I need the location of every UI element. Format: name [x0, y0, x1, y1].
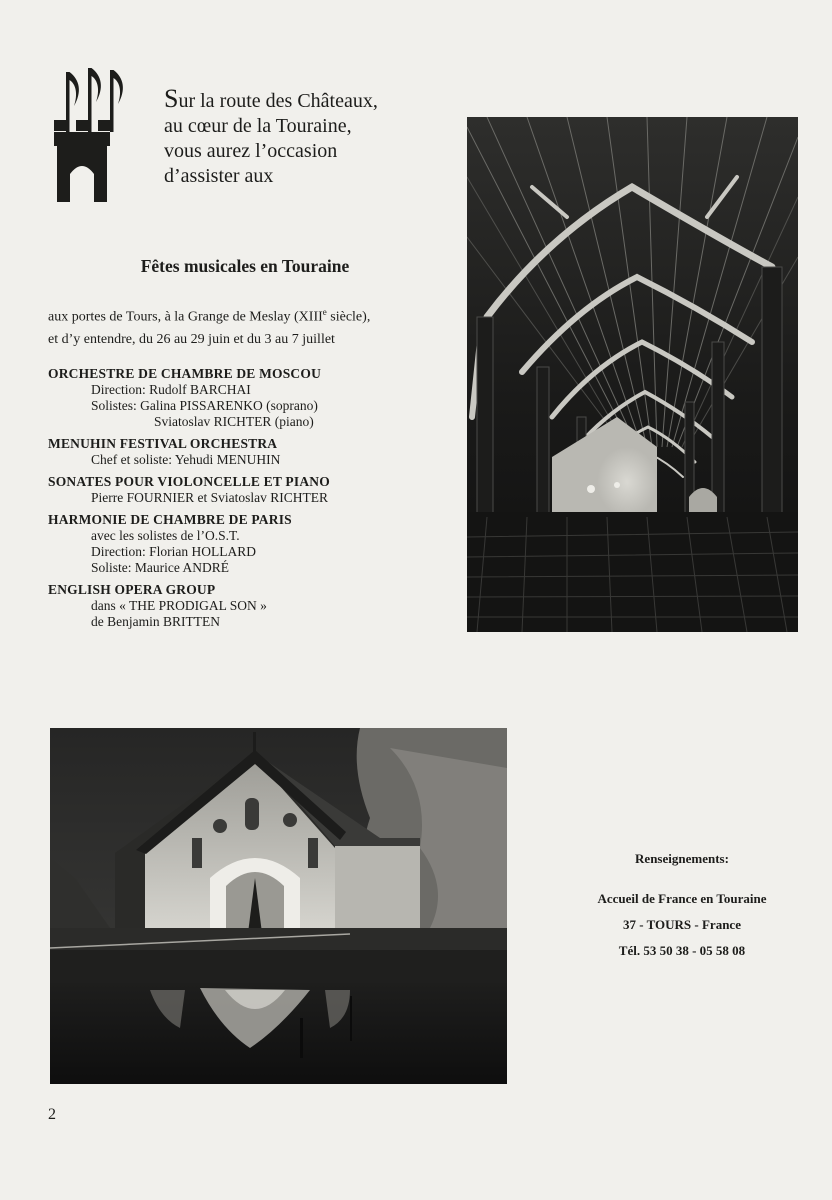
program-entry-menuhin [48, 436, 458, 468]
program-detail: Solistes: Galina PISSARENKO (soprano) [91, 398, 318, 413]
program-detail: dans « THE PRODIGAL SON » [91, 598, 267, 613]
page-number: 2 [48, 1106, 56, 1123]
information-phone: Tél. 53 50 38 - 05 58 08 [618, 943, 746, 958]
subtitle-line-1 [48, 301, 468, 329]
century-superscript: e [322, 307, 327, 317]
festival-title: Fêtes musicales en Touraine [140, 256, 350, 276]
subtitle-line-1-before: aux portes de Tours, à la Grange de Meslay (XIII [48, 309, 323, 325]
intro-line-1-rest: ur la route des Châteaux, [178, 90, 378, 112]
festival-logo [52, 66, 128, 204]
music-tower-icon [52, 66, 128, 204]
intro-line-2: au cœur de la Touraine, [164, 115, 352, 137]
intro-initial: S [164, 84, 179, 113]
program-detail: Direction: Florian HOLLARD [91, 544, 256, 559]
barn-exterior-night-photo [50, 728, 507, 1084]
intro-line-3: vous aurez l’occasion [164, 140, 338, 162]
program-title: HARMONIE DE CHAMBRE DE PARIS [48, 512, 292, 527]
program-entry-opera [48, 582, 458, 630]
information-organization: Accueil de France en Touraine [597, 891, 767, 906]
program-entry-moscou [48, 366, 458, 430]
program-title: ENGLISH OPERA GROUP [48, 582, 216, 597]
program-title: ORCHESTRE DE CHAMBRE DE MOSCOU [48, 366, 322, 381]
barn-interior-photo [467, 117, 798, 632]
intro-line-4: d’assister aux [164, 165, 274, 187]
program-detail: de Benjamin BRITTEN [91, 614, 220, 629]
intro-text [164, 86, 444, 189]
program-entry-harmonie [48, 512, 458, 576]
subtitle-line-2: et d’y entendre, du 26 au 29 juin et du 3 au 7 juillet [48, 331, 335, 347]
information-heading: Renseignements: [635, 851, 729, 866]
program-detail: Sviatoslav RICHTER (piano) [154, 414, 314, 429]
information-address: 37 - TOURS - France [623, 917, 741, 932]
program-title: SONATES POUR VIOLONCELLE ET PIANO [48, 474, 330, 489]
program-detail: Chef et soliste: Yehudi MENUHIN [91, 452, 281, 467]
festival-subtitle [48, 301, 468, 351]
program-title: MENUHIN FESTIVAL ORCHESTRA [48, 436, 278, 451]
program-detail: Direction: Rudolf BARCHAI [91, 382, 251, 397]
program-detail: Soliste: Maurice ANDRÉ [91, 560, 229, 575]
program-entry-sonates [48, 474, 458, 506]
program-detail: avec les solistes de l’O.S.T. [91, 528, 240, 543]
intro-line-1 [164, 86, 444, 114]
program-list [48, 366, 458, 636]
subtitle-line-1-after: siècle), [326, 309, 371, 325]
program-detail: Pierre FOURNIER et Sviatoslav RICHTER [91, 490, 328, 505]
information-block [566, 850, 798, 964]
